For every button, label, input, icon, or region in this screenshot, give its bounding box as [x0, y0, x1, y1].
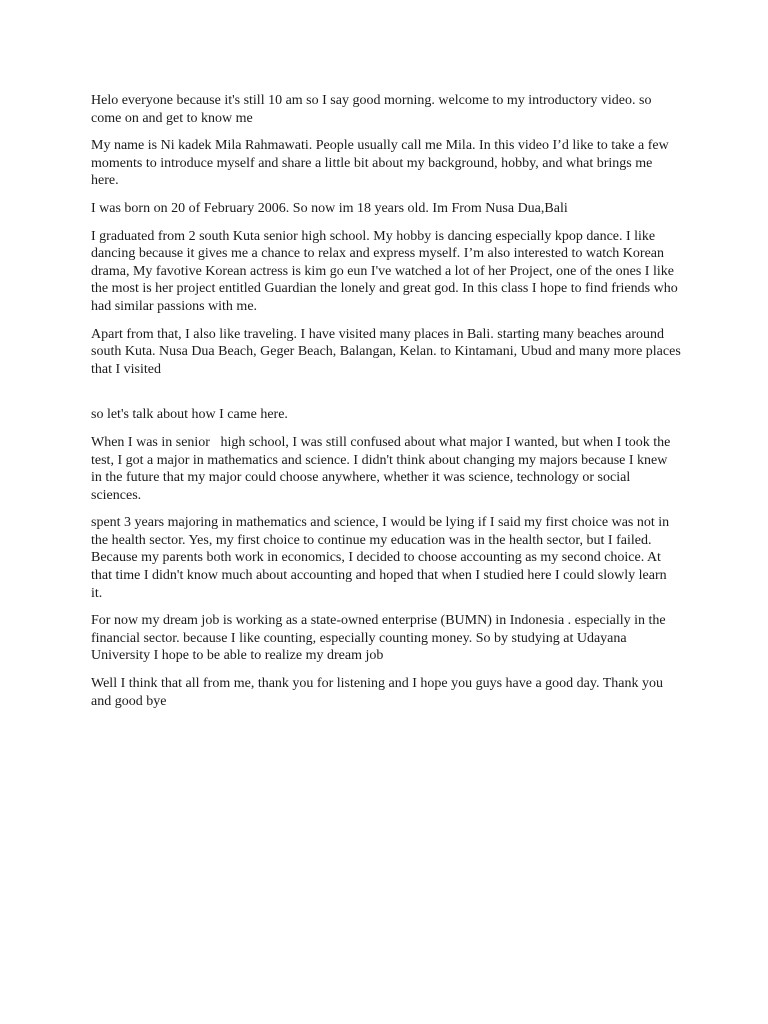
paragraph-dream-job: For now my dream job is working as a state-owned enterprise (BUMN) in Indonesia . especially in the financial sector. because I like counting, especially counting money. So by studying at Udayana University I hope to be able to realize my dream job [91, 613, 670, 664]
paragraph-hobby: I graduated from 2 south Kuta senior high school. My hobby is dancing especially kpop dance. I like dancing because it gives me a chance to relax and express myself. I’m also interested to watch Korean drama, My favotive Korean actress is kim go eun I've watched a lot of her Project, one of the ones I like the most is her project entitled Guardian the lonely and great god. In this class I hope to find friends who had similar passions with me. [91, 228, 682, 314]
paragraph-high-school: When I was in senior high school, I was still confused about what major I wanted, but when I took the test, I got a major in mathematics and science. I didn't think about changing my majors because I knew in the future that my major could choose anywhere, whether it was science, technology or social sciences. [91, 434, 674, 503]
paragraph-traveling: Apart from that, I also like traveling. I have visited many places in Bali. starting many beaches around south Kuta. Nusa Dua Beach, Geger Beach, Balangan, Kelan. to Kintamani, Ubud and many more places that I visited [91, 326, 685, 377]
document-body [91, 92, 685, 720]
paragraph-major-choice: spent 3 years majoring in mathematics and science, I would be lying if I said my first choice was not in the health sector. Yes, my first choice to continue my education was in the health sector, but I failed. Because my parents both work in economics, I decided to choose accounting as my second choice. At that time I didn't know much about accounting and hoped that when I studied here I could slowly learn it. [91, 515, 673, 601]
paragraph-closing: Well I think that all from me, thank you for listening and I hope you guys have a good day. Thank you and good bye [91, 676, 667, 709]
paragraph-birth: I was born on 20 of February 2006. So now im 18 years old. Im From Nusa Dua,Bali [91, 200, 568, 216]
paragraph-greeting: Helo everyone because it's still 10 am so I say good morning. welcome to my introductory video. so come on and get to know me [91, 93, 655, 126]
paragraph-name: My name is Ni kadek Mila Rahmawati. People usually call me Mila. In this video I’d like to take a few moments to introduce myself and share a little bit about my background, hobby, and what brings me here. [91, 138, 673, 189]
paragraph-transition: so let's talk about how I came here. [91, 407, 288, 423]
